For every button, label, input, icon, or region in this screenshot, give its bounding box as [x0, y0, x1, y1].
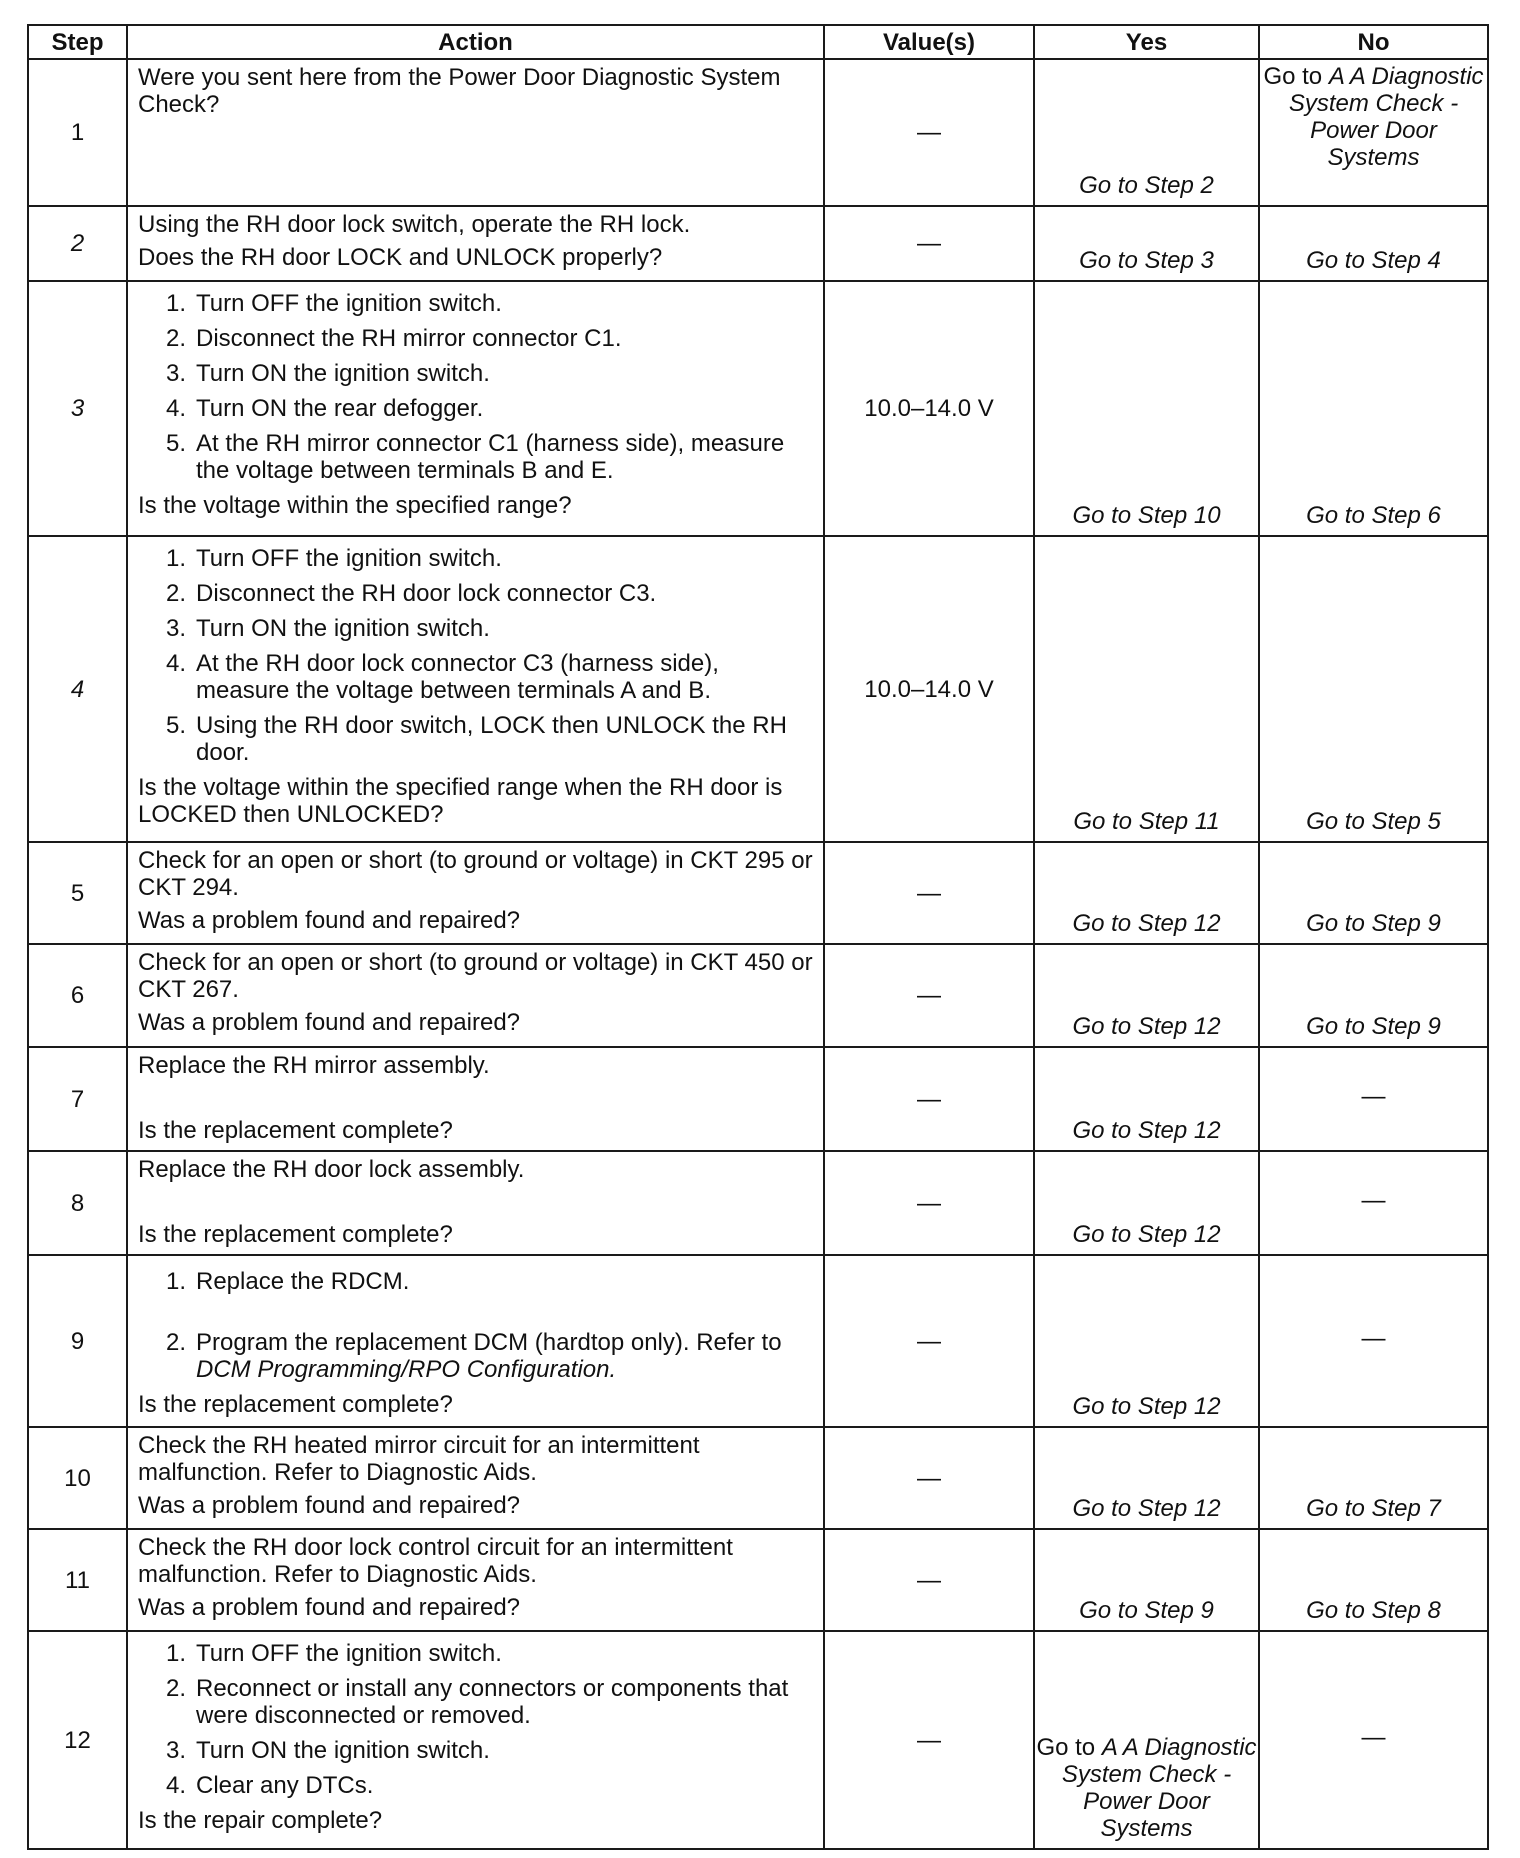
table-row [28, 842, 1488, 944]
value-cell: — [824, 1631, 1034, 1849]
action-steps [138, 545, 813, 766]
no-link[interactable]: Go to Step 5 [1259, 536, 1488, 842]
table-row [28, 1529, 1488, 1631]
list-item: 2. Disconnect the RH door lock connector C3. [165, 580, 657, 607]
yes-link[interactable]: Go to Step 11 [1034, 536, 1259, 842]
action-instruction: Using the RH door lock switch, operate the RH lock. [138, 211, 691, 238]
action-cell [127, 842, 824, 944]
value-cell: 10.0–14.0 V [824, 281, 1034, 536]
step-number: 6 [28, 944, 127, 1047]
action-instruction: Check for an open or short (to ground or voltage) in CKT 450 or CKT 267. [138, 949, 813, 1003]
header-yes: Yes [1034, 25, 1259, 59]
step-number: 5 [28, 842, 127, 944]
action-cell [127, 1047, 824, 1151]
action-question: Is the voltage within the specified range when the RH door is LOCKED then UNLOCKED? [138, 774, 783, 828]
yes-link[interactable]: Go to Step 12 [1034, 1047, 1259, 1151]
action-question: Does the RH door LOCK and UNLOCK properly? [138, 244, 663, 271]
yes-link[interactable]: Go to Step 12 [1034, 1151, 1259, 1255]
no-cell: — [1259, 1631, 1488, 1849]
step-number: 4 [28, 536, 127, 842]
step-number: 10 [28, 1427, 127, 1529]
action-question: Was a problem found and repaired? [138, 1009, 521, 1036]
step-number: 1 [28, 59, 127, 206]
no-link[interactable]: Go to Step 8 [1259, 1529, 1488, 1631]
no-link[interactable]: Go to Step 9 [1259, 944, 1488, 1047]
table-row [28, 1427, 1488, 1529]
table-row [28, 1631, 1488, 1849]
yes-link[interactable]: Go to Step 12 [1034, 1427, 1259, 1529]
list-item: 3. Turn ON the ignition switch. [165, 1737, 490, 1764]
yes-link[interactable]: Go to Step 3 [1034, 206, 1259, 281]
no-cell: — [1259, 1047, 1488, 1151]
value-cell: — [824, 59, 1034, 206]
no-link-target[interactable]: A A Diagnostic System Check - Power Door Systems [1288, 63, 1484, 171]
header-no: No [1259, 25, 1488, 59]
dcm-programming-link[interactable]: DCM Programming/RPO Configuration. [196, 1356, 617, 1383]
action-cell [127, 1427, 824, 1529]
action-cell [127, 59, 824, 206]
list-item: 4. At the RH door lock connector C3 (harness side), measure the voltage between terminals A and B. [165, 650, 719, 704]
value-cell: — [824, 842, 1034, 944]
action-steps [138, 290, 813, 484]
list-item: 1. Turn OFF the ignition switch. [165, 1640, 502, 1667]
action-cell [127, 536, 824, 842]
header-values: Value(s) [824, 25, 1034, 59]
step-number: 2 [28, 206, 127, 281]
action-cell [127, 281, 824, 536]
step-number: 8 [28, 1151, 127, 1255]
action-question: Was a problem found and repaired? [138, 1492, 521, 1519]
list-item: 5. At the RH mirror connector C1 (harness side), measure the voltage between terminals B and E. [165, 430, 785, 484]
no-cell: — [1259, 1151, 1488, 1255]
step-number: 3 [28, 281, 127, 536]
yes-link[interactable] [1034, 1631, 1259, 1849]
action-cell [127, 1151, 824, 1255]
list-item: 1. Turn OFF the ignition switch. [165, 290, 502, 317]
action-cell [127, 1631, 824, 1849]
list-item: 3. Turn ON the ignition switch. [165, 360, 490, 387]
table-row [28, 281, 1488, 536]
table-row [28, 1151, 1488, 1255]
no-link[interactable]: Go to Step 4 [1259, 206, 1488, 281]
action-steps [138, 1640, 813, 1799]
table-row [28, 536, 1488, 842]
action-question: Is the repair complete? [138, 1807, 383, 1834]
list-item: 5. Using the RH door switch, LOCK then UNLOCK the RH door. [165, 712, 787, 766]
table-row [28, 1255, 1488, 1427]
table-row [28, 59, 1488, 206]
table-row [28, 1047, 1488, 1151]
list-item: 4. Turn ON the rear defogger. [165, 395, 484, 422]
action-instruction: Check the RH heated mirror circuit for an intermittent malfunction. Refer to Diagnostic Aids. [138, 1432, 700, 1486]
diagnostic-table [27, 24, 1489, 1850]
no-link[interactable]: Go to Step 9 [1259, 842, 1488, 944]
value-cell: — [824, 1047, 1034, 1151]
action-cell [127, 944, 824, 1047]
value-cell: 10.0–14.0 V [824, 536, 1034, 842]
step-number: 9 [28, 1255, 127, 1427]
yes-link[interactable]: Go to Step 9 [1034, 1529, 1259, 1631]
header-step: Step [28, 25, 127, 59]
list-item: 1. Turn OFF the ignition switch. [165, 545, 502, 572]
yes-link[interactable]: Go to Step 12 [1034, 944, 1259, 1047]
action-question: Was a problem found and repaired? [138, 907, 521, 934]
yes-link[interactable]: Go to Step 12 [1034, 842, 1259, 944]
action-cell [127, 1255, 824, 1427]
header-row [28, 25, 1488, 59]
step-number: 11 [28, 1529, 127, 1631]
action-cell [127, 206, 824, 281]
yes-link[interactable]: Go to Step 10 [1034, 281, 1259, 536]
action-question: Is the voltage within the specified range? [138, 492, 572, 519]
yes-link[interactable]: Go to Step 12 [1034, 1255, 1259, 1427]
action-steps [138, 1268, 813, 1383]
list-item: 1. Replace the RDCM. [165, 1268, 410, 1295]
value-cell: — [824, 944, 1034, 1047]
value-cell: — [824, 1255, 1034, 1427]
action-instruction: Check the RH door lock control circuit for an intermittent malfunction. Refer to Diagnostic Aids. [138, 1534, 733, 1588]
no-cell: — [1259, 1255, 1488, 1427]
no-link[interactable]: Go to Step 6 [1259, 281, 1488, 536]
no-link-prefix: Go to [1263, 63, 1329, 90]
yes-link[interactable]: Go to Step 2 [1034, 59, 1259, 206]
step-number: 7 [28, 1047, 127, 1151]
yes-link-target[interactable]: A A Diagnostic System Check - Power Door Systems [1061, 1734, 1257, 1842]
table-row [28, 944, 1488, 1047]
action-instruction: Replace the RH mirror assembly. [138, 1052, 490, 1079]
action-question: Was a problem found and repaired? [138, 1594, 521, 1621]
action-cell [127, 1529, 824, 1631]
action-question: Were you sent here from the Power Door Diagnostic System Check? [138, 64, 781, 118]
action-question: Is the replacement complete? [138, 1117, 453, 1144]
no-link[interactable] [1259, 59, 1488, 206]
list-item: 2. Program the replacement DCM (hardtop only). Refer to DCM Programming/RPO Configuration. [165, 1329, 782, 1383]
value-cell: — [824, 1529, 1034, 1631]
yes-link-prefix: Go to [1036, 1734, 1102, 1761]
header-action: Action [127, 25, 824, 59]
step-number: 12 [28, 1631, 127, 1849]
value-cell: — [824, 1151, 1034, 1255]
action-instruction: Check for an open or short (to ground or voltage) in CKT 295 or CKT 294. [138, 847, 813, 901]
value-cell: — [824, 1427, 1034, 1529]
list-item: 2. Disconnect the RH mirror connector C1. [165, 325, 622, 352]
value-cell: — [824, 206, 1034, 281]
action-question: Is the replacement complete? [138, 1391, 453, 1418]
action-instruction: Replace the RH door lock assembly. [138, 1156, 525, 1183]
no-link[interactable]: Go to Step 7 [1259, 1427, 1488, 1529]
action-question: Is the replacement complete? [138, 1221, 453, 1248]
list-item: 4. Clear any DTCs. [165, 1772, 374, 1799]
list-item: 3. Turn ON the ignition switch. [165, 615, 490, 642]
list-item: 2. Reconnect or install any connectors or components that were disconnected or removed. [165, 1675, 789, 1729]
table-row [28, 206, 1488, 281]
